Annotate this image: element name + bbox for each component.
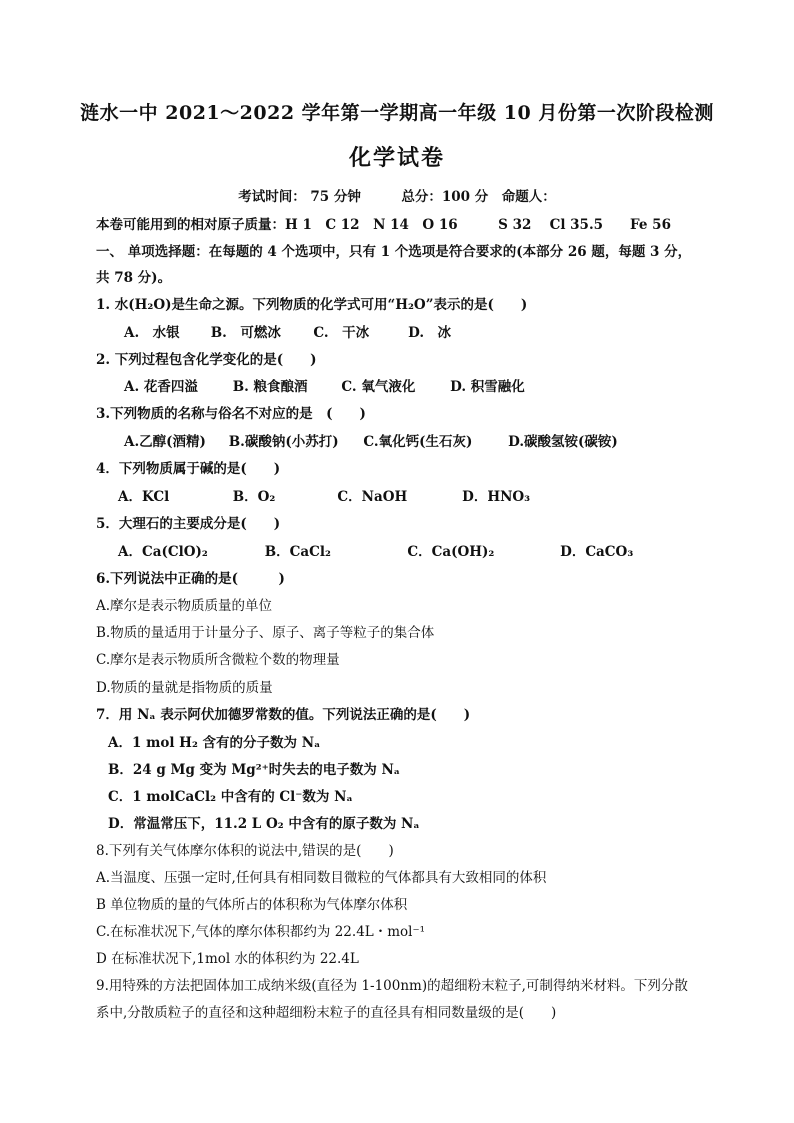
q3-option-a: A.乙醇(酒精) bbox=[124, 434, 206, 450]
q8-option-b: B 单位物质的量的气体所占的体积称为气体摩尔体积 bbox=[96, 897, 408, 913]
q8-option-a: A.当温度、压强一定时,任何具有相同数目微粒的气体都具有大致相同的体积 bbox=[96, 870, 547, 886]
q1-option-d: D. 冰 bbox=[408, 325, 452, 341]
q4-option-a: A．KCl bbox=[118, 489, 170, 505]
q5-option-d: D．CaCO₃ bbox=[560, 544, 634, 560]
atomic-mass-line: 本卷可能用到的相对原子质量：H 1 C 12 N 14 O 16 S 32 Cl 35.5 Fe 56 bbox=[96, 217, 671, 233]
question-4-stem: 4．下列物质属于碱的是( ) bbox=[96, 461, 281, 477]
q7-option-c: C．1 molCaCl₂ 中含有的 Cl⁻数为 Nₐ bbox=[108, 789, 353, 805]
question-9-stem-line2: 系中,分散质粒子的直径和这种超细粉末粒子的直径具有相同数量级的是( ) bbox=[96, 1005, 557, 1021]
q5-option-b: B．CaCl₂ bbox=[264, 544, 331, 560]
q2-option-a: A. 花香四溢 bbox=[124, 379, 198, 395]
q1-option-b: B. 可燃冰 bbox=[210, 325, 281, 341]
section-heading-line1: 一、 单项选择题：在每题的 4 个选项中，只有 1 个选项是符合要求的(本部分 26 题，每题 3 分， bbox=[96, 244, 692, 260]
q2-option-d: D. 积雪融化 bbox=[450, 379, 525, 395]
question-2-options bbox=[124, 375, 525, 395]
q5-option-c: C．Ca(OH)₂ bbox=[407, 544, 495, 560]
q2-option-b: B. 粮食酿酒 bbox=[232, 379, 308, 395]
q3-option-b: B.碳酸钠(小苏打) bbox=[228, 434, 339, 450]
question-1-options bbox=[124, 321, 451, 341]
q8-option-d: D 在标准状况下,1mol 水的体积约为 22.4L bbox=[96, 951, 359, 967]
question-1-stem: 1. 水(H₂O)是生命之源。下列物质的化学式可用“H₂O”表示的是( ) bbox=[96, 297, 528, 313]
q8-option-c: C.在标准状况下,气体的摩尔体积都约为 22.4L・mol⁻¹ bbox=[96, 924, 426, 940]
exam-subtitle: 化学试卷 bbox=[348, 145, 445, 171]
q6-option-a: A.摩尔是表示物质质量的单位 bbox=[96, 598, 273, 614]
q4-option-b: B．O₂ bbox=[232, 489, 276, 505]
question-8-stem: 8.下列有关气体摩尔体积的说法中,错误的是( ) bbox=[96, 843, 394, 859]
q1-option-a: A. 水银 bbox=[124, 325, 180, 341]
q3-option-c: C.氧化钙(生石灰) bbox=[363, 434, 473, 450]
question-9-stem-line1: 9.用特殊的方法把固体加工成纳米级(直径为 1-100nm)的超细粉末粒子,可制得纳米材料。下列分散 bbox=[96, 978, 688, 994]
question-6-stem: 6.下列说法中正确的是( ) bbox=[96, 571, 285, 587]
question-7-stem: 7．用 Nₐ 表示阿伏加德罗常数的值。下列说法正确的是( ) bbox=[96, 707, 471, 723]
question-4-options bbox=[118, 485, 530, 505]
question-5-options bbox=[118, 540, 633, 560]
q1-option-c: C. 干冰 bbox=[313, 325, 370, 341]
q6-option-c: C.摩尔是表示物质所含微粒个数的物理量 bbox=[96, 652, 340, 668]
q5-option-a: A．Ca(ClO)₂ bbox=[118, 544, 208, 560]
q3-option-d: D.碳酸氢铵(碳铵) bbox=[508, 434, 618, 450]
question-3-stem: 3.下列物质的名称与俗名不对应的是 ( ) bbox=[96, 406, 366, 422]
question-3-options bbox=[124, 430, 618, 450]
q7-option-b: B．24 g Mg 变为 Mg²⁺时失去的电子数为 Nₐ bbox=[108, 762, 401, 778]
q4-option-c: C．NaOH bbox=[337, 489, 408, 505]
q4-option-d: D．HNO₃ bbox=[462, 489, 531, 505]
q6-option-b: B.物质的量适用于计量分子、原子、离子等粒子的集合体 bbox=[96, 625, 435, 641]
section-heading-line2: 共 78 分)。 bbox=[96, 270, 172, 286]
question-2-stem: 2. 下列过程包含化学变化的是( ) bbox=[96, 352, 317, 368]
q6-option-d: D.物质的量就是指物质的质量 bbox=[96, 680, 273, 696]
q7-option-a: A．1 mol H₂ 含有的分子数为 Nₐ bbox=[108, 735, 321, 751]
exam-info: 考试时间： 75 分钟 总分：100 分 命题人： bbox=[238, 189, 556, 205]
q2-option-c: C. 氧气液化 bbox=[341, 379, 416, 395]
exam-title: 涟水一中 2021～2022 学年第一学期高一年级 10 月份第一次阶段检测 bbox=[80, 102, 714, 124]
question-5-stem: 5．大理石的主要成分是( ) bbox=[96, 516, 281, 532]
q7-option-d: D．常温常压下，11.2 L O₂ 中含有的原子数为 Nₐ bbox=[108, 816, 420, 832]
